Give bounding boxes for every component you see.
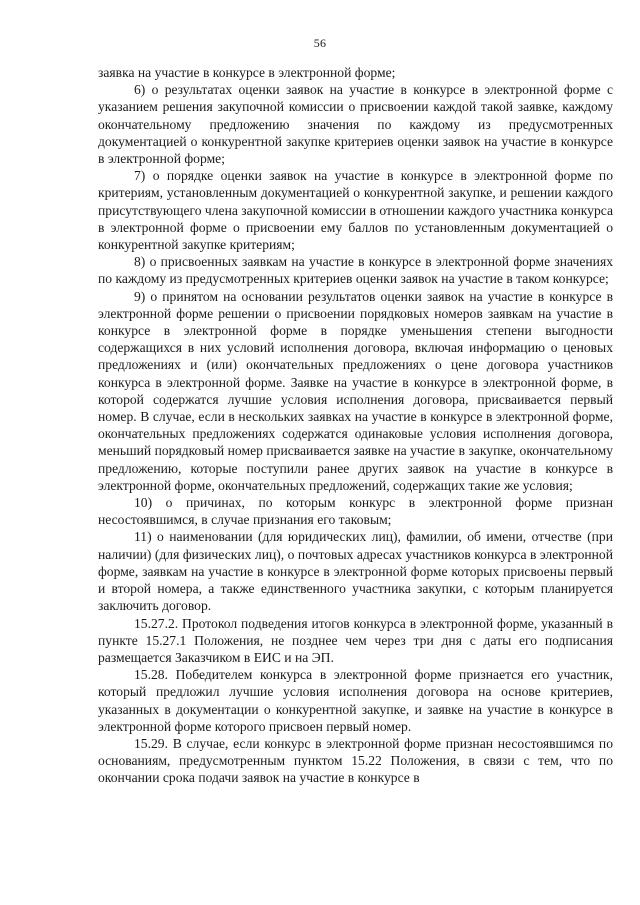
- paragraph-continuation: заявка на участие в конкурсе в электронной форме;: [98, 65, 396, 80]
- page-number: 56: [313, 36, 327, 50]
- paragraph-item-7: 7) о порядке оценки заявок на участие в конкурсе в электронной форме по критериям, установленным документацией о конкурентной закупке, и решении каждого присутствующего члена закупочной комиссии в отношении каждого участника конкурса в электронной форме о присвоении ему баллов по установленным документацией о конкурентной закупке критериям;: [98, 168, 613, 253]
- paragraph-15-28: 15.28. Победителем конкурса в электронной форме признается его участник, который предложил лучшие условия исполнения договора на основе критериев, указанных в документации о конкурентной закупке, и заявке на участие в конкурсе в электронной форме которого присвоен первый номер.: [98, 667, 613, 734]
- paragraph-item-11: 11) о наименовании (для юридических лиц), фамилии, об имени, отчестве (при наличии) (для физических лиц), о почтовых адресах участников конкурса в электронной форме, заявкам на участие в конкурсе в электронной форме которых присвоены первый и второй номера, а также единственного участника закупки, с которым планируется заключить договор.: [98, 529, 613, 614]
- document-body: [98, 64, 613, 787]
- paragraph-15-27-2: 15.27.2. Протокол подведения итогов конкурса в электронной форме, указанный в пункте 15.27.1 Положения, не позднее чем через три дня с даты его подписания размещается Заказчиком в ЕИС и на ЭП.: [98, 615, 613, 665]
- paragraph-item-9: 9) о принятом на основании результатов оценки заявок на участие в конкурсе в электронной форме решении о присвоении порядковых номеров заявкам на участие в конкурсе в электронной форме в порядке уменьшения степени выгодности содержащихся в них условий исполнения договора, включая информацию о ценовых предложениях и (или) окончательных предложениях о цене договора участников конкурса в электронной форме. Заявке на участие в конкурсе в электронной форме, в которой содержатся лучшие условия исполнения договора, присваивается первый номер. В случае, если в нескольких заявках на участие в конкурсе в электронной форме, окончательных предложениях содержатся одинаковые условия исполнения договора, меньший порядковый номер присваивается заявке на участие в закупке, окончательному предложению, которые поступили ранее других заявок на участие в конкурсе в электронной форме, окончательных предложений, содержащих такие же условия;: [98, 288, 613, 493]
- paragraph-item-6: 6) о результатах оценки заявок на участие в конкурсе в электронной форме с указанием решения закупочной комиссии о присвоении каждой такой заявке, каждому окончательному предложению значения по каждому из предусмотренных документацией о конкурентной закупке критериев оценки заявок на участие в конкурсе в электронной форме;: [98, 82, 613, 167]
- paragraph-15-29: 15.29. В случае, если конкурс в электронной форме признан несостоявшимся по основаниям, предусмотренным пунктом 15.22 Положения, в связи с тем, что по окончании срока подачи заявок на участие в конкурсе в: [98, 735, 613, 786]
- paragraph-item-10: 10) о причинах, по которым конкурс в электронной форме признан несостоявшимся, в случае признания его таковым;: [98, 495, 613, 528]
- paragraph-item-8: 8) о присвоенных заявкам на участие в конкурсе в электронной форме значениях по каждому из предусмотренных критериев оценки заявок на участие в таком конкурсе;: [98, 254, 613, 287]
